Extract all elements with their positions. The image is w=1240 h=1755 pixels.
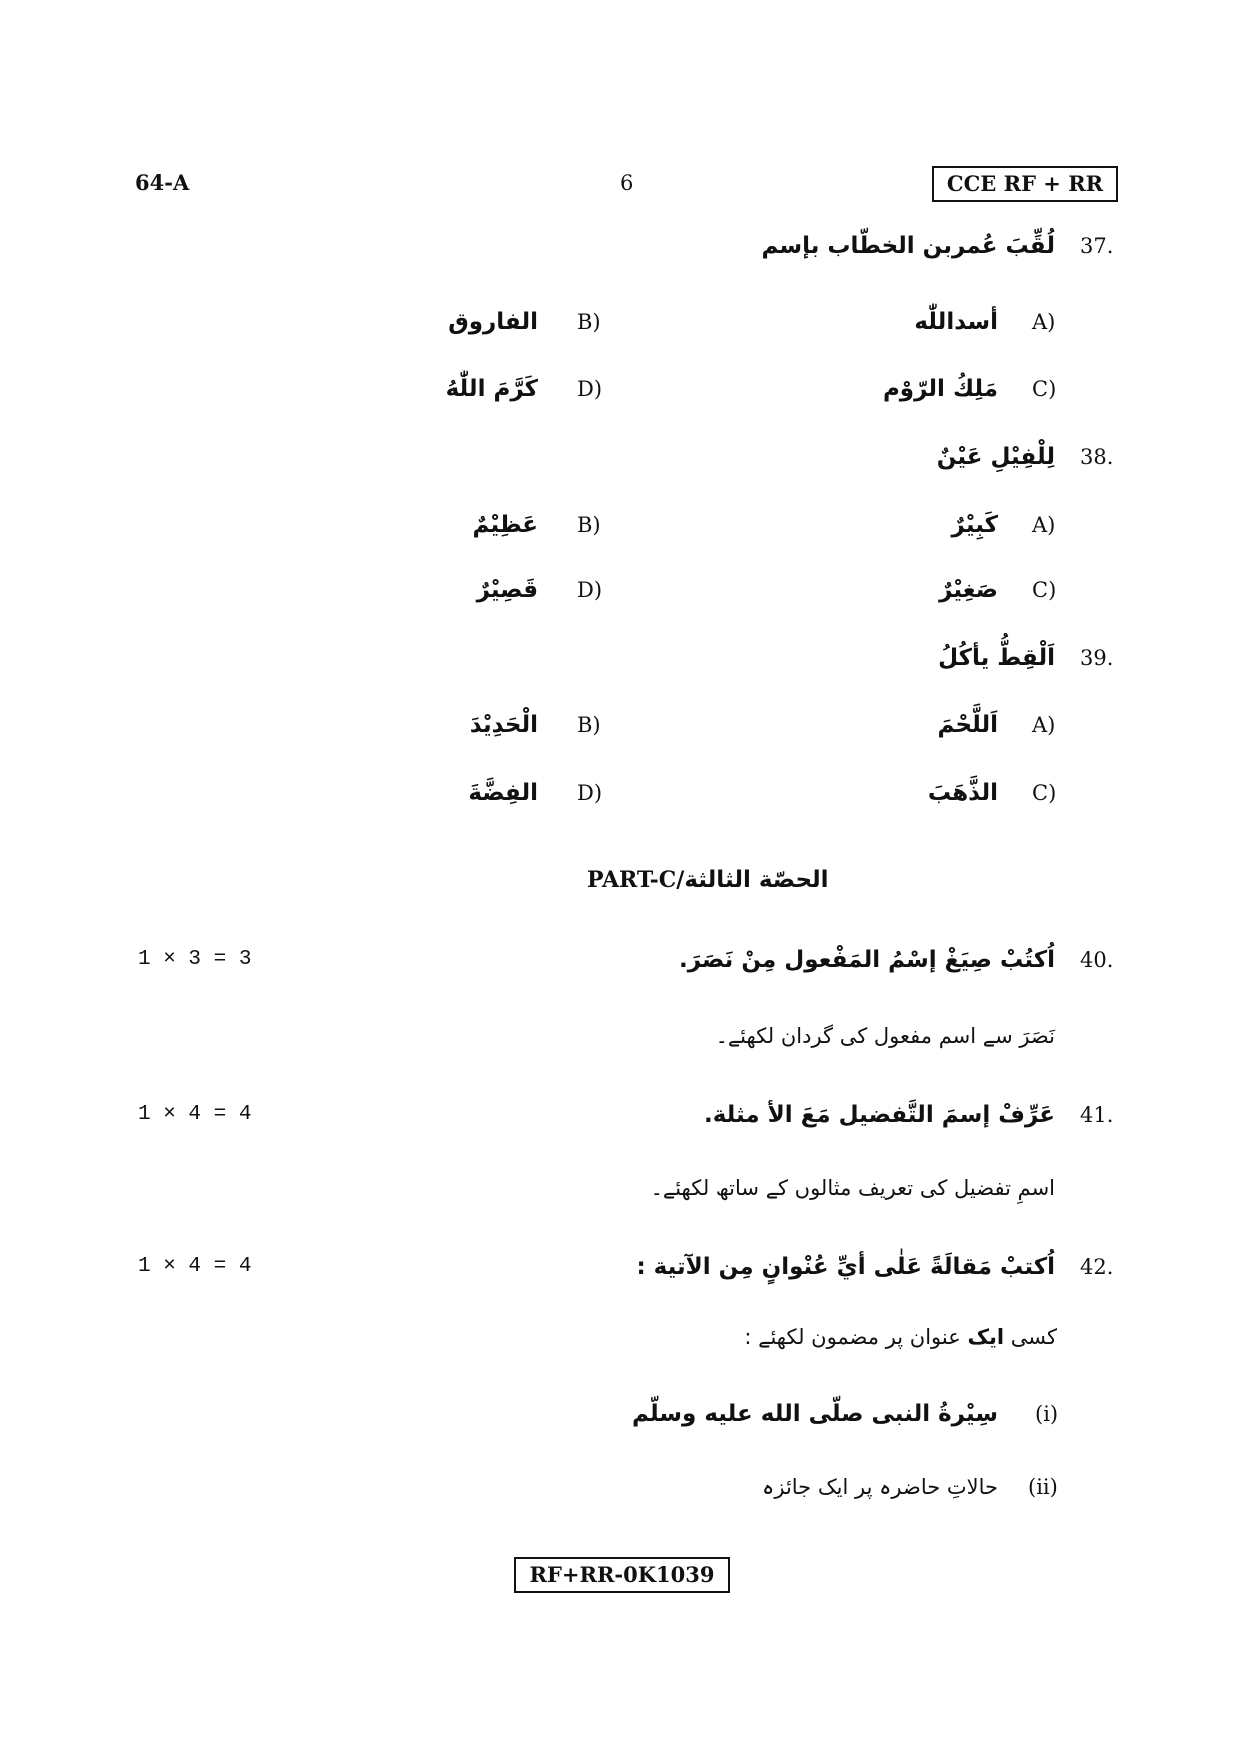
marks-label: 1 × 4 = 4 — [138, 1255, 252, 1278]
urdu-instruction: اسمِ تفضیل کی تعریف مثالوں کے ساتھ لکھئے۔ — [650, 1176, 1055, 1200]
question-text: عَرِّفْ إسمَ التَّفضيل مَعَ الأ مثلة. — [703, 1102, 1055, 1128]
question-number: 39. — [1080, 646, 1114, 670]
option-text: الذَّهَبَ — [927, 780, 998, 806]
section-heading — [587, 860, 829, 900]
marks-label: 1 × 4 = 4 — [138, 1103, 252, 1126]
question-number: 38. — [1080, 445, 1114, 469]
section-heading-ar: الحصّة الثالثة — [684, 867, 829, 893]
option-text: قَصِيْرٌ — [476, 577, 538, 603]
urdu-instruction-part: عنوان پر مضمون لکھئے : — [744, 1325, 961, 1349]
footer-code-box: RF+RR-0K1039 — [514, 1557, 730, 1593]
topic-text: حالاتِ حاضرہ پر ایک جائزہ — [762, 1475, 998, 1499]
option-label: B) — [577, 713, 601, 737]
topic-label: (ii) — [1028, 1475, 1058, 1499]
topic-text: سِيْرةُ النبى صلّى الله عليه وسلّم — [631, 1401, 998, 1427]
option-label: A) — [1032, 310, 1056, 334]
option-text: أسداللّٰه — [914, 309, 998, 335]
section-heading-separator: / — [676, 867, 685, 893]
option-label: D) — [577, 377, 603, 401]
urdu-instruction: نَصَرَ سے اسم مفعول کی گردان لکھئے۔ — [715, 1024, 1055, 1048]
option-text: الْحَدِيْدَ — [469, 712, 538, 738]
question-text: اُكتُبْ صِيَغْ إسْمُ المَفْعول مِنْ نَصَرَ. — [678, 947, 1055, 973]
page-number: 6 — [620, 171, 634, 195]
paper-code: 64-A — [135, 170, 190, 195]
option-text: الفِضَّةَ — [468, 780, 538, 806]
question-number: 41. — [1080, 1103, 1114, 1127]
option-label: D) — [577, 781, 603, 805]
question-text: اُكتبْ مَقالَةً عَلٰى أيِّ عُنْوانٍ مِن الآتية : — [636, 1254, 1055, 1280]
option-text: عَظِيْمٌ — [472, 512, 538, 538]
question-text: لِلْفِيْلِ عَيْنٌ — [936, 444, 1055, 470]
question-number: 40. — [1080, 948, 1114, 972]
urdu-instruction-emphasis: ایک — [967, 1325, 1005, 1349]
option-label: D) — [577, 578, 603, 602]
question-text: لُقِّبَ عُمربن الخطّاب بإسم — [761, 233, 1055, 259]
option-text: اَللَّحْمَ — [937, 712, 998, 738]
option-label: C) — [1032, 781, 1057, 805]
option-text: صَغِيْرٌ — [939, 577, 998, 603]
option-label: C) — [1032, 578, 1057, 602]
marks-label: 1 × 3 = 3 — [138, 948, 252, 971]
urdu-instruction — [744, 1317, 1057, 1357]
option-label: C) — [1032, 377, 1057, 401]
option-label: B) — [577, 513, 601, 537]
option-text: مَلِكُ الرّوْم — [882, 376, 998, 402]
section-heading-en: PART-C — [587, 867, 677, 893]
option-text: كَبِيْرٌ — [951, 512, 998, 538]
question-text: اَلْقِطُّ يأكُلُ — [938, 645, 1055, 671]
series-box: CCE RF + RR — [932, 166, 1118, 202]
option-text: كَرَّمَ اللّٰهُ — [445, 376, 538, 402]
option-label: A) — [1032, 713, 1056, 737]
option-label: A) — [1032, 513, 1056, 537]
urdu-instruction-part: کسی — [1010, 1325, 1057, 1349]
option-label: B) — [577, 310, 601, 334]
question-number: 42. — [1080, 1255, 1114, 1279]
question-number: 37. — [1080, 234, 1114, 258]
topic-label: (i) — [1035, 1402, 1059, 1426]
option-text: الفاروق — [448, 309, 538, 335]
